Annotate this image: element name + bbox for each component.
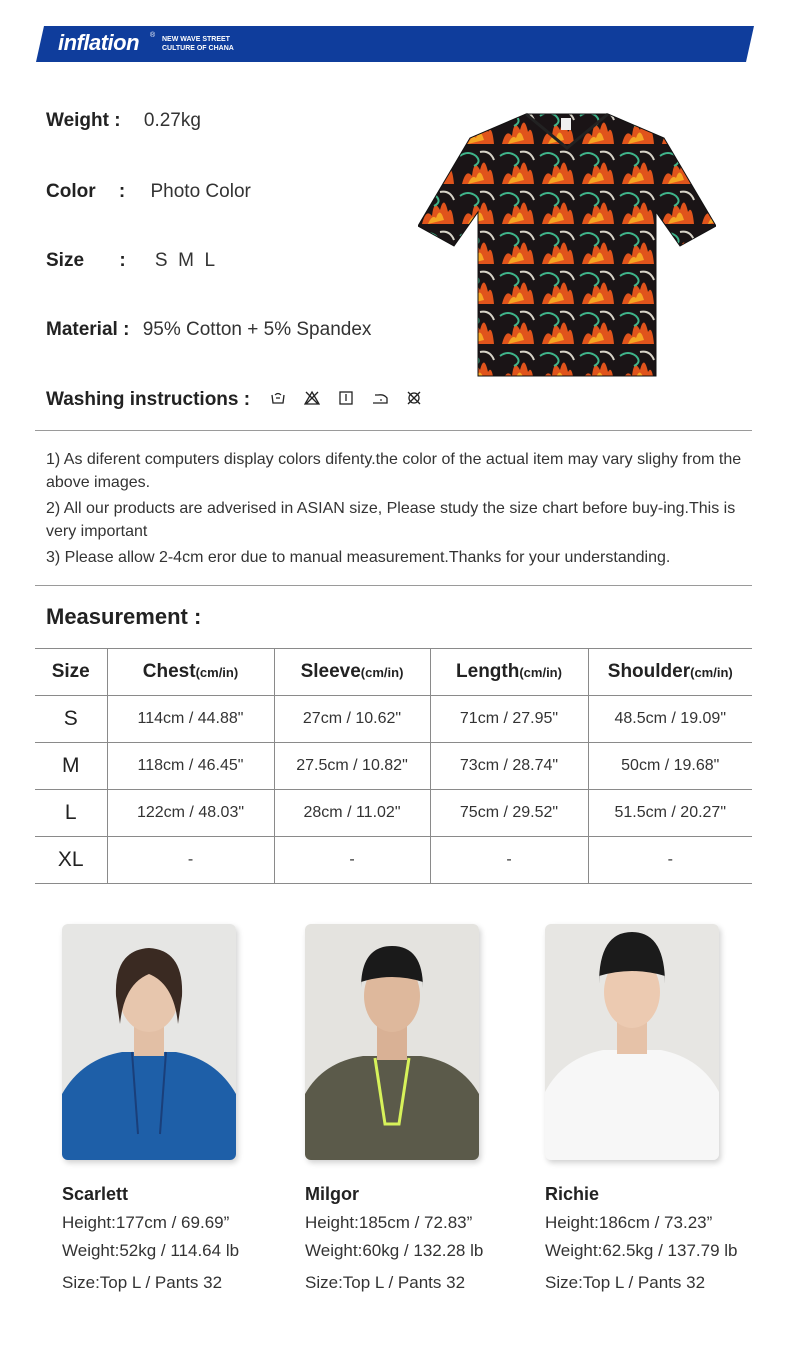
model-weight: Weight:62.5kg / 137.79 lb (545, 1241, 738, 1260)
spec-material (46, 319, 371, 341)
size-separator: : (119, 250, 126, 271)
no-bleach-icon (304, 390, 320, 406)
size-cell: S (35, 696, 107, 743)
size-chart-table (35, 648, 752, 884)
header-shoulder: Shoulder(cm/in) (588, 649, 752, 696)
table-row (35, 790, 752, 837)
size-cell: L (35, 790, 107, 837)
sleeve-cell: 27.5cm / 10.82" (274, 743, 430, 790)
tumble-dry-icon (338, 390, 354, 406)
model-height: Height:177cm / 69.69” (62, 1213, 230, 1232)
washing-label: Washing instructions : (46, 389, 251, 410)
table-row (35, 743, 752, 790)
shoulder-cell: 51.5cm / 20.27" (588, 790, 752, 837)
model-photo (545, 924, 719, 1160)
table-row (35, 837, 752, 884)
model-size: Size:Top L / Pants 32 (62, 1273, 223, 1292)
notes-list (46, 448, 746, 572)
brand-logo: inflation (58, 30, 140, 55)
tagline-line-1: NEW WAVE STREET (162, 36, 230, 43)
shoulder-cell: - (588, 837, 752, 884)
model-name: Scarlett (62, 1184, 129, 1204)
sleeve-cell: - (274, 837, 430, 884)
table-header-row (35, 649, 752, 696)
model-weight: Weight:52kg / 114.64 lb (62, 1241, 240, 1260)
size-cell: XL (35, 837, 107, 884)
length-cell: - (430, 837, 588, 884)
iron-icon (372, 390, 388, 406)
chest-cell: 114cm / 44.88" (107, 696, 274, 743)
sleeve-cell: 28cm / 11.02" (274, 790, 430, 837)
size-label: Size (46, 250, 85, 271)
color-separator: : (118, 181, 126, 202)
model-name: Milgor (305, 1184, 359, 1204)
model-size: Size:Top L / Pants 32 (545, 1273, 706, 1292)
brand-tagline (162, 35, 234, 53)
model-size: Size:Top L / Pants 32 (305, 1273, 466, 1292)
header-size: Size (35, 649, 107, 696)
material-value: 95% Cotton + 5% Spandex (142, 319, 372, 340)
washing-icons (270, 390, 422, 406)
model-photo (305, 924, 479, 1160)
weight-value: 0.27kg (143, 110, 201, 131)
banner-shape (36, 26, 754, 62)
sleeve-cell: 27cm / 10.62" (274, 696, 430, 743)
divider-top (35, 430, 752, 431)
color-value: Photo Color (150, 181, 251, 202)
length-cell: 71cm / 27.95" (430, 696, 588, 743)
chest-cell: 122cm / 48.03" (107, 790, 274, 837)
no-dry-clean-icon (406, 390, 422, 406)
measurement-title: Measurement : (46, 604, 202, 629)
model-photo (62, 924, 236, 1160)
material-label: Material : (46, 319, 130, 340)
shoulder-cell: 50cm / 19.68" (588, 743, 752, 790)
length-cell: 75cm / 29.52" (430, 790, 588, 837)
color-label: Color (46, 181, 96, 202)
note-item: 1) As diferent computers display colors difenty.the color of the actual item may vary slighy from the above images. (46, 451, 742, 491)
note-item: 2) All our products are adverised in ASIAN size, Please study the size chart before buy-ing.This is very important (46, 500, 736, 540)
header-sleeve: Sleeve(cm/in) (274, 649, 430, 696)
registered-mark: ® (150, 32, 156, 39)
size-value: S M L (154, 250, 216, 271)
spec-weight (46, 110, 201, 132)
model-height: Height:186cm / 73.23” (545, 1213, 713, 1232)
product-shirt-image (418, 108, 716, 378)
model-card (545, 924, 745, 1293)
spec-washing (46, 389, 250, 411)
chest-cell: 118cm / 46.45" (107, 743, 274, 790)
table-row (35, 696, 752, 743)
model-card (305, 924, 505, 1293)
note-item: 3) Please allow 2-4cm eror due to manual measurement.Thanks for your understanding. (46, 549, 671, 566)
weight-label: Weight : (46, 110, 121, 131)
model-name: Richie (545, 1184, 600, 1204)
brand-banner (36, 26, 754, 62)
model-height: Height:185cm / 72.83” (305, 1213, 473, 1232)
length-cell: 73cm / 28.74" (430, 743, 588, 790)
model-weight: Weight:60kg / 132.28 lb (305, 1241, 484, 1260)
size-cell: M (35, 743, 107, 790)
tagline-line-2: CULTURE OF CHANA (162, 45, 234, 52)
shoulder-cell: 48.5cm / 19.09" (588, 696, 752, 743)
model-card (62, 924, 262, 1293)
hand-wash-icon (270, 390, 286, 406)
header-chest: Chest(cm/in) (107, 649, 274, 696)
header-length: Length(cm/in) (430, 649, 588, 696)
chest-cell: - (107, 837, 274, 884)
divider-middle (35, 585, 752, 586)
spec-size (46, 250, 215, 272)
spec-color (46, 181, 251, 203)
